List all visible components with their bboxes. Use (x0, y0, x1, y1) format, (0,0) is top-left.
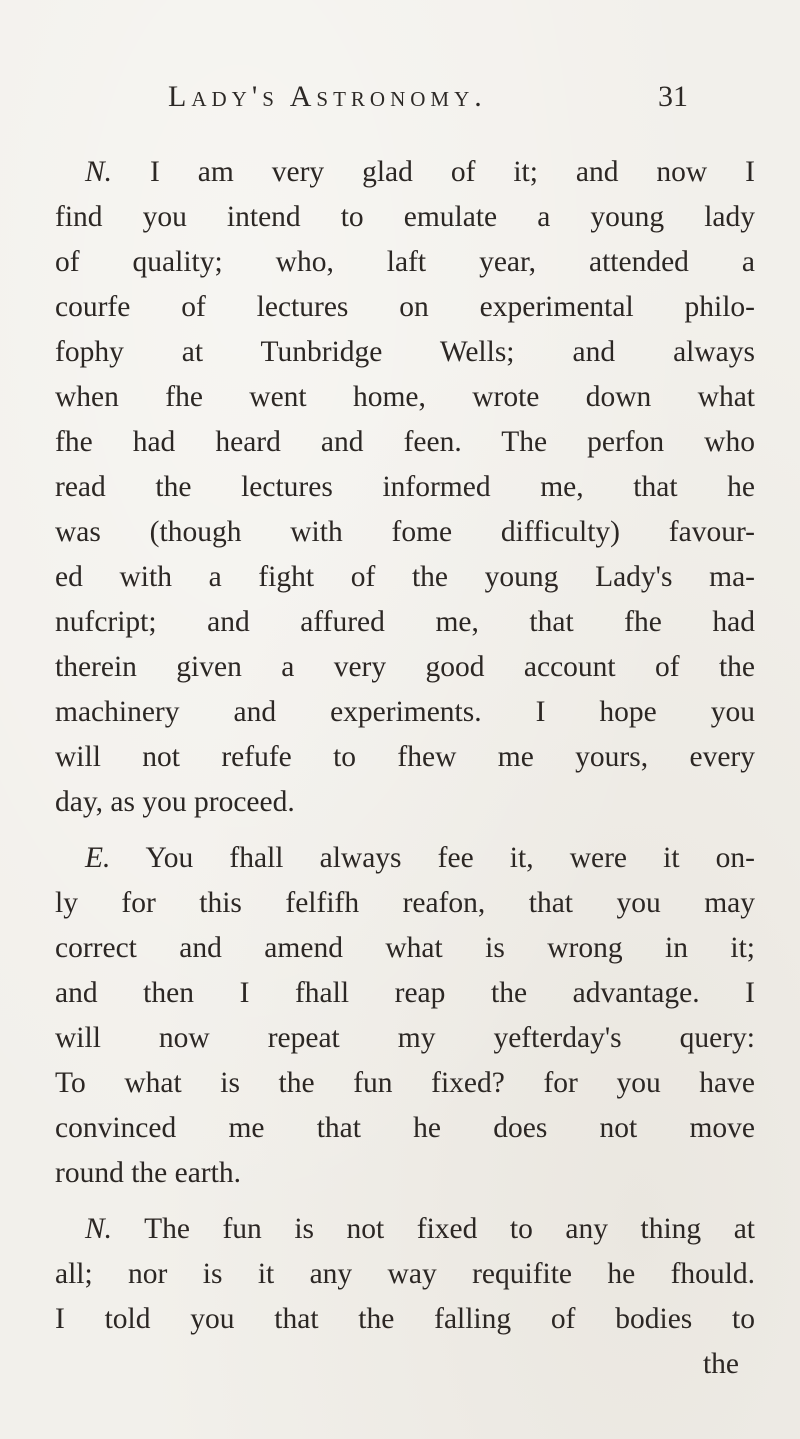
speaker-label: N. (85, 1213, 113, 1245)
running-title: Lady's Astronomy. (168, 80, 487, 113)
text-line: E. You fhall always fee it, were it on- (85, 842, 755, 874)
text-line: will now repeat my yefterday's query: (55, 1022, 755, 1054)
catchword: the (702, 1348, 739, 1380)
text-line: machinery and experiments. I hope you (55, 696, 755, 728)
text-line: ed with a fight of the young Lady's ma- (55, 561, 755, 593)
text-line: round the earth. (55, 1157, 241, 1189)
paragraph-gap (55, 1196, 755, 1207)
text-line: read the lectures informed me, that he (55, 471, 755, 503)
text-line: and then I fhall reap the advantage. I (55, 977, 755, 1009)
text-line: was (though with fome difficulty) favour- (55, 516, 755, 548)
text-line: nufcript; and affured me, that fhe had (55, 606, 755, 638)
text-line: of quality; who, laft year, attended a (55, 246, 755, 278)
text-line: all; nor is it any way requifite he fhould. (55, 1258, 755, 1290)
text-line: I told you that the falling of bodies to (55, 1303, 755, 1335)
text-line: will not refufe to fhew me yours, every (55, 741, 755, 773)
text-line: day, as you proceed. (55, 786, 295, 818)
text-line: ly for this felfifh reafon, that you may (55, 887, 755, 919)
text-line: courfe of lectures on experimental philo- (55, 291, 755, 323)
text-line: therein given a very good account of the (55, 651, 755, 683)
speaker-label: N. (85, 156, 113, 188)
text-line: fophy at Tunbridge Wells; and always (55, 336, 755, 368)
paragraph-gap (55, 825, 755, 836)
text-line: To what is the fun fixed? for you have (55, 1067, 755, 1099)
text-line: fhe had heard and feen. The perfon who (55, 426, 755, 458)
running-head (168, 80, 688, 120)
text-line: convinced me that he does not move (55, 1112, 755, 1144)
body-text (55, 150, 755, 1387)
text-line: find you intend to emulate a young lady (55, 201, 755, 233)
page-number: 31 (658, 80, 688, 113)
text-line: correct and amend what is wrong in it; (55, 932, 755, 964)
text-line: N. I am very glad of it; and now I (85, 156, 755, 188)
text-line: when fhe went home, wrote down what (55, 381, 755, 413)
speaker-label: E. (85, 842, 111, 874)
text-line: N. The fun is not fixed to any thing at (85, 1213, 755, 1245)
